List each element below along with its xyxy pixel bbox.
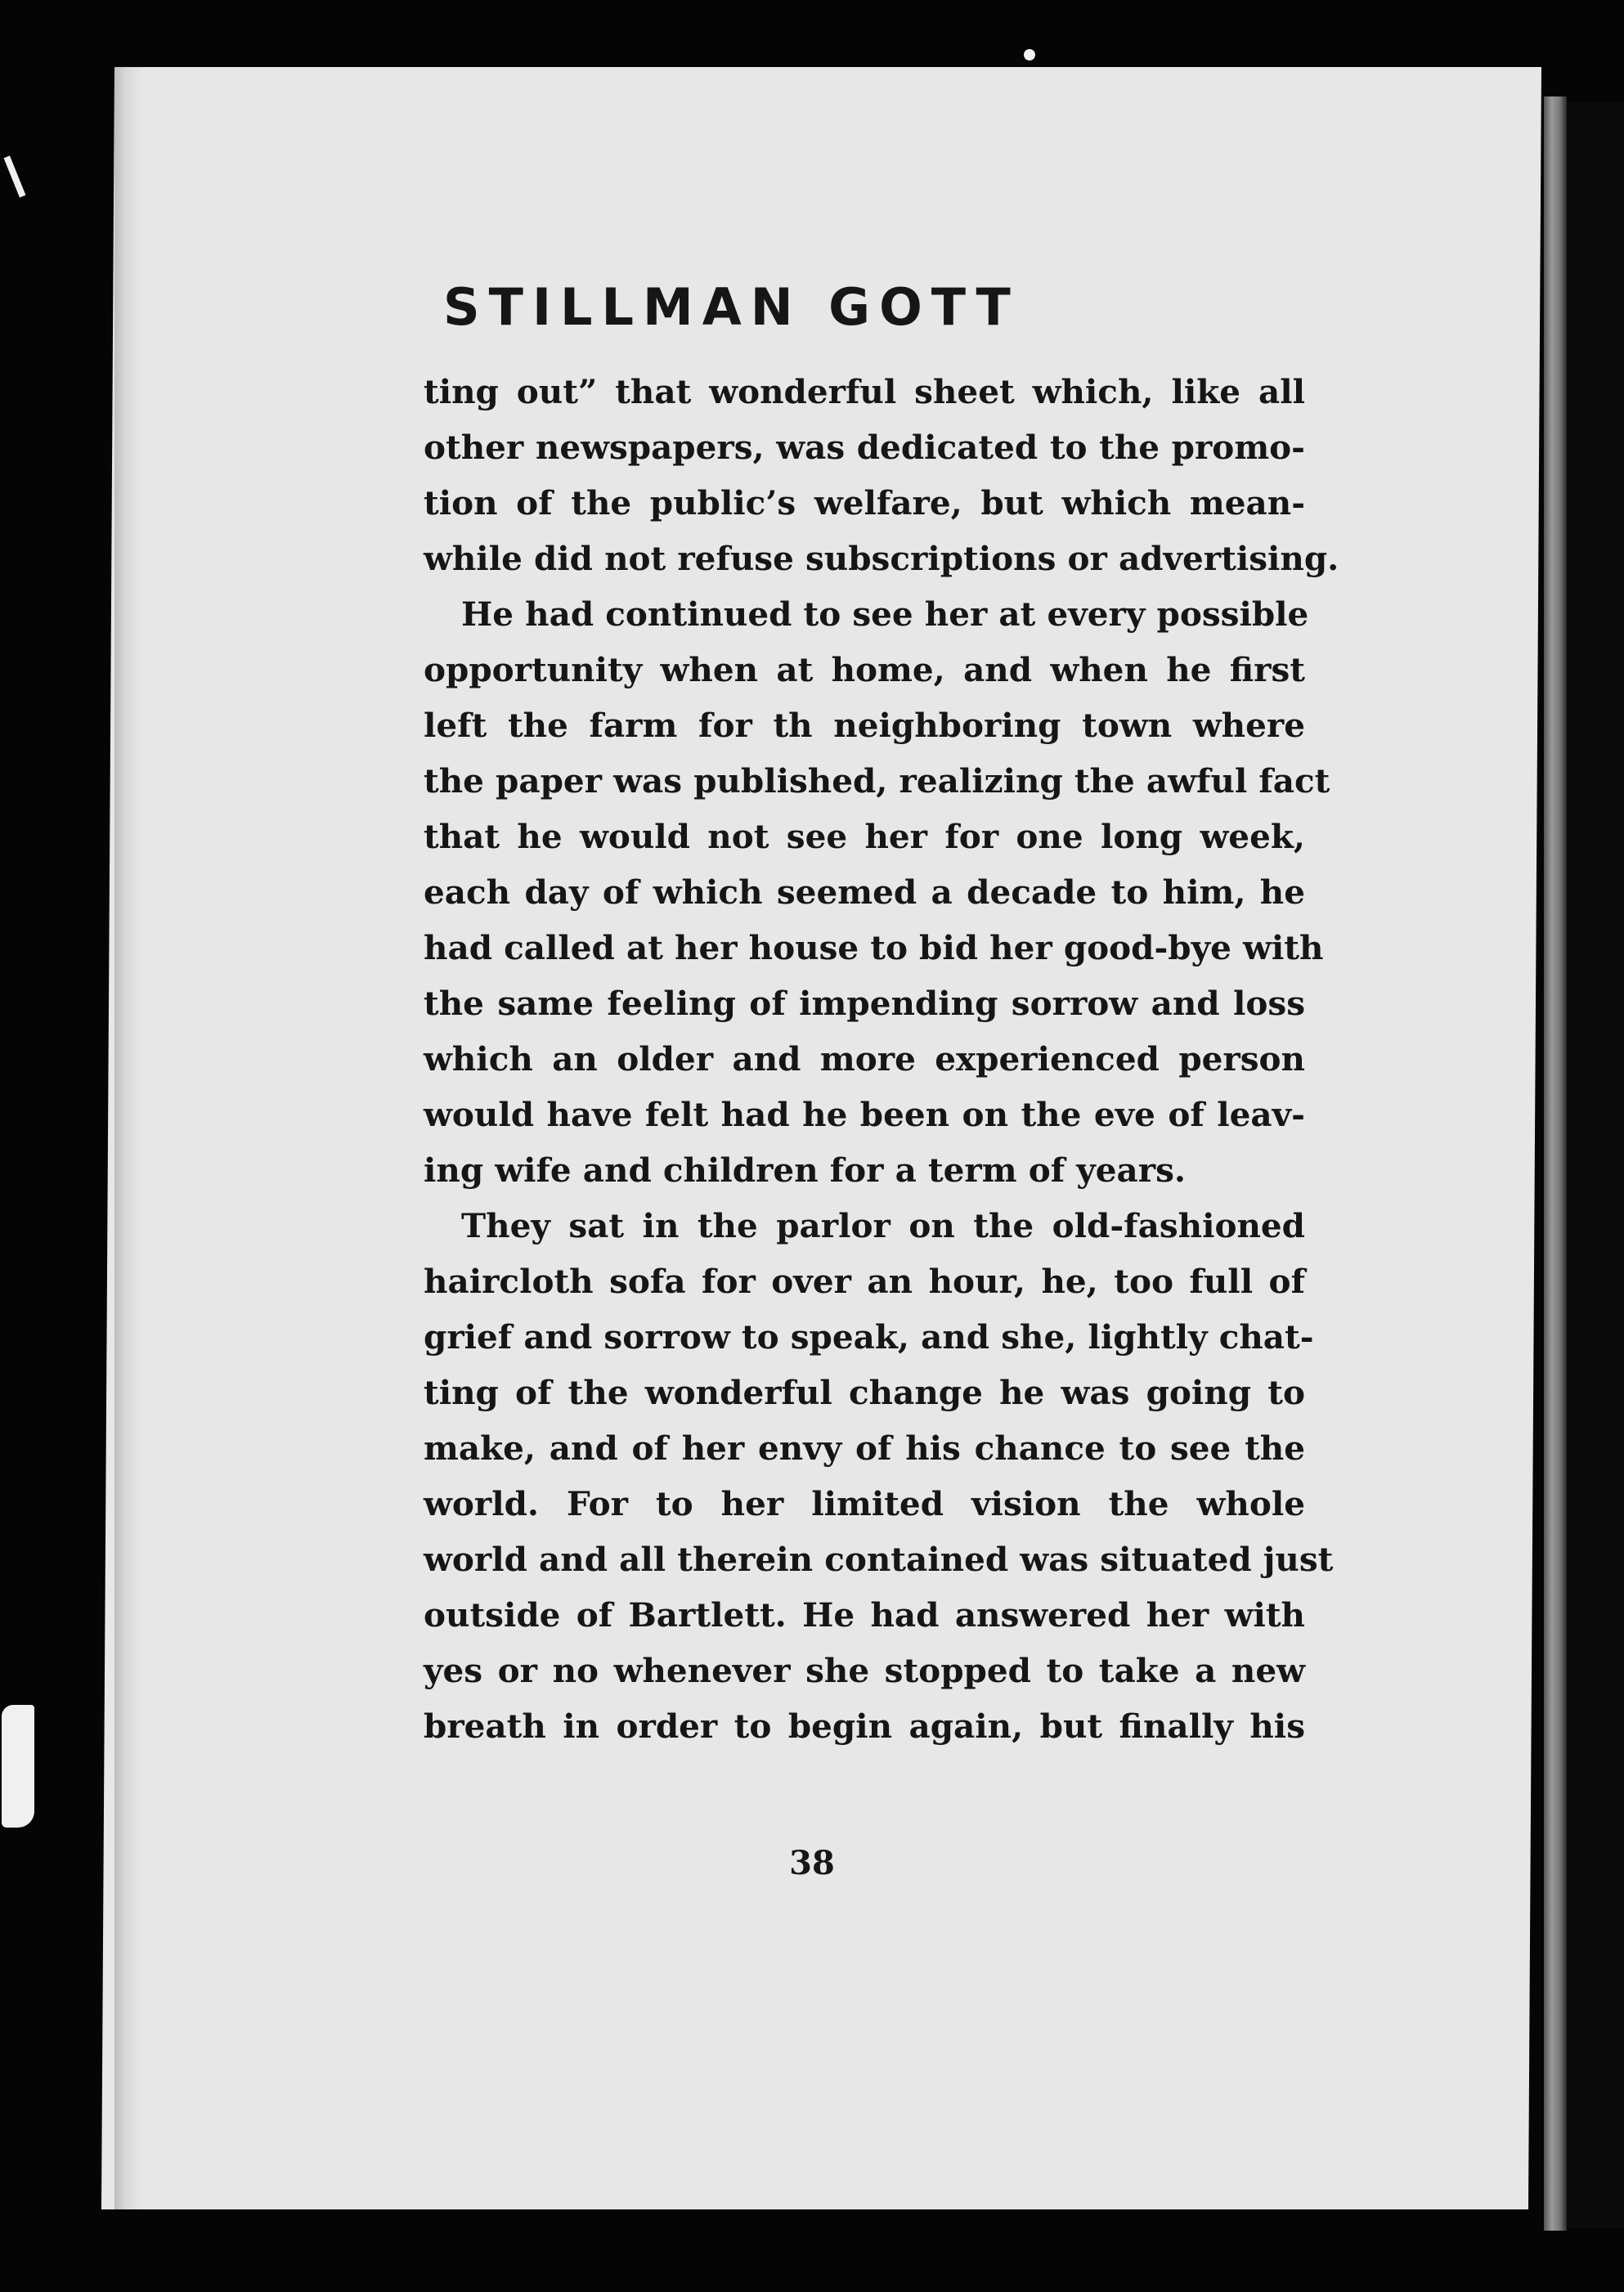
text-line: ting of the wonderful change he was going to: [424, 1373, 1305, 1412]
text-line: world. For to her limited vision the whole: [424, 1484, 1305, 1523]
text-line: make, and of her envy of his chance to see the: [424, 1429, 1305, 1468]
text-line: while did not refuse subscriptions or advertising.: [424, 539, 1339, 578]
text-line: opportunity when at home, and when he first: [424, 650, 1305, 689]
text-line: left the farm for th neighboring town where: [424, 706, 1305, 745]
text-line: haircloth sofa for over an hour, he, too full of: [424, 1262, 1305, 1301]
paragraph-1: [424, 364, 1339, 586]
scan-artifact-mid-left: [2, 1705, 34, 1828]
adjacent-page-edge: [1544, 96, 1567, 2231]
text-line: breath in order to begin again, but finally his: [424, 1707, 1305, 1746]
paragraph-3: [424, 1198, 1334, 1754]
text-line: the paper was published, realizing the awful fact: [424, 761, 1330, 801]
text-line: grief and sorrow to speak, and she, lightly chat-: [424, 1317, 1314, 1357]
page-number: 38: [789, 1844, 835, 1882]
text-line: yes or no whenever she stopped to take a new: [424, 1651, 1305, 1690]
text-line: the same feeling of impending sorrow and loss: [424, 984, 1305, 1023]
text-line: tion of the public’s welfare, but which mean-: [424, 483, 1305, 523]
text-line: had called at her house to bid her good-bye with: [424, 928, 1324, 967]
text-line: each day of which seemed a decade to him, he: [424, 872, 1305, 912]
page-gutter-shadow: [114, 67, 142, 2209]
text-line: They sat in the parlor on the old-fashioned: [461, 1206, 1305, 1245]
text-line: other newspapers, was dedicated to the promo-: [424, 428, 1305, 467]
scan-speck: [1024, 49, 1035, 61]
text-line: He had continued to see her at every possible: [461, 594, 1309, 634]
page-text-block: [424, 277, 1339, 1754]
text-line: ing wife and children for a term of years.: [424, 1150, 1187, 1190]
text-line: which an older and more experienced person: [424, 1039, 1305, 1079]
text-line: ting out” that wonderful sheet which, like all: [424, 372, 1305, 411]
text-line: that he would not see her for one long week,: [424, 817, 1305, 856]
text-line: would have felt had he been on the eve of leav-: [424, 1095, 1305, 1134]
running-head: STILLMAN GOTT: [443, 277, 1020, 337]
scan-border-right: [1567, 102, 1624, 2228]
text-line: outside of Bartlett. He had answered her with: [424, 1595, 1305, 1635]
text-line: world and all therein contained was situated just: [424, 1540, 1334, 1579]
paragraph-2: [424, 586, 1330, 1198]
